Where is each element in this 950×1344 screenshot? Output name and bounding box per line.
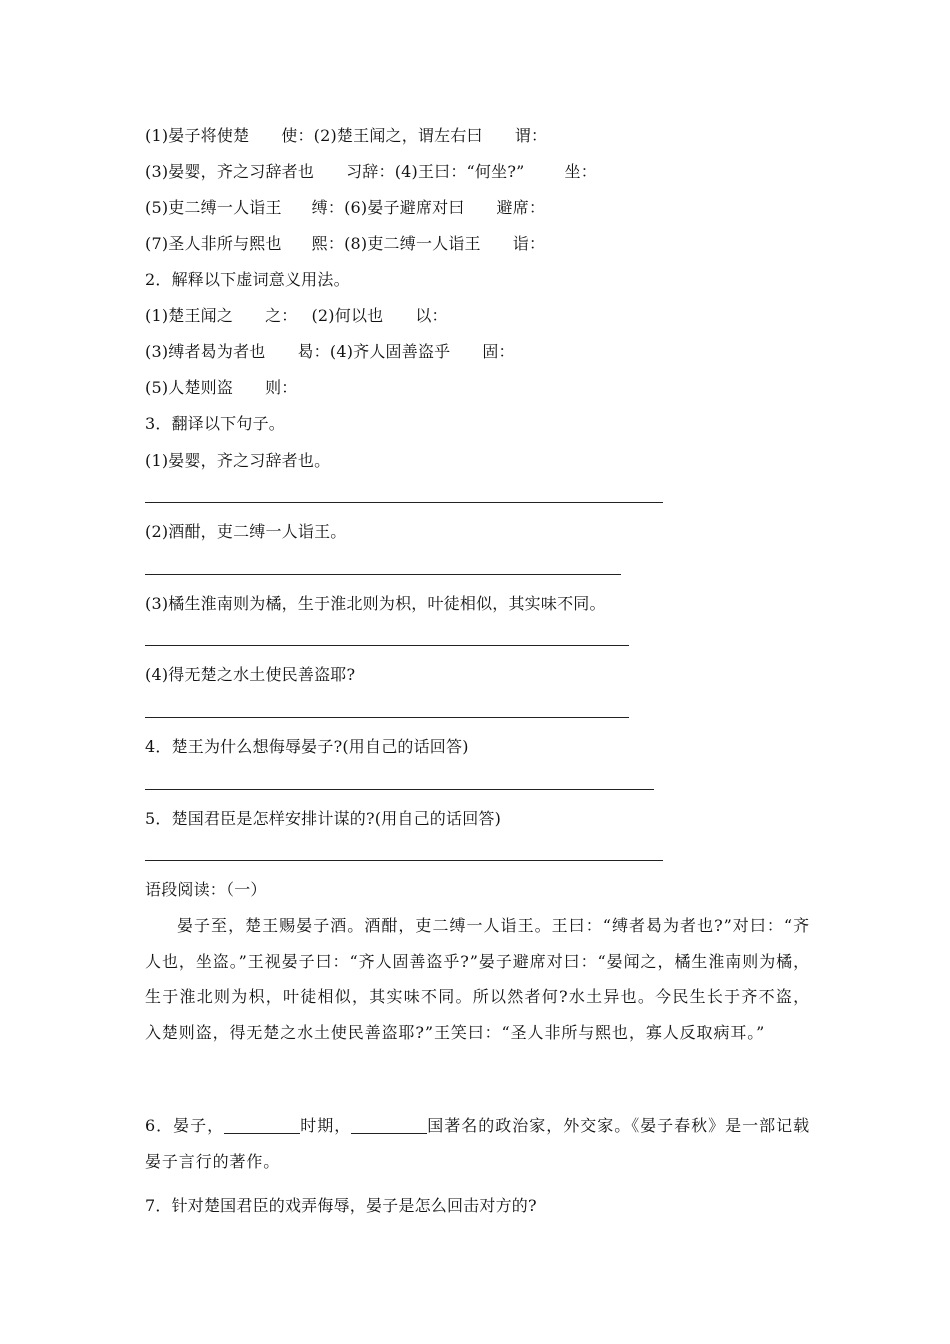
q1-item-8: (8)吏二缚一人诣王 [344,234,481,253]
q1-item-8-word: 诣： [512,234,546,253]
q2-row-3 [145,377,297,399]
q3-sentence-3: (3)橘生淮南则为橘，生于淮北则为枳，叶徒相似，其实味不同。 [145,594,606,613]
q6-question [145,1108,810,1179]
q1-item-7: (7)圣人非所与熙也 [145,234,282,253]
q7-question: 7．针对楚国君臣的戏弄侮辱，晏子是怎么回击对方的? [145,1196,537,1215]
q3-sentence-2: (2)酒酣，吏二缚一人诣王。 [145,522,347,541]
q6-part-2: 时期， [300,1116,352,1135]
q1-row-4 [145,233,545,255]
q2-item-1-word: 之： [265,306,298,325]
q6-part-3: 国著名的政治家，外交家。《晏子春秋》是一部记载晏子言行的著作。 [145,1116,811,1171]
answer-line-q4[interactable] [145,789,654,790]
answer-line-q3-1[interactable] [145,502,663,503]
q1-item-5-word: 缚： [311,198,345,217]
q2-heading: 2．解释以下虚词意义用法。 [145,270,350,289]
answer-line-q5[interactable] [145,860,663,861]
q1-item-6-word: 避席： [496,198,546,217]
q2-item-5-word: 则： [265,378,298,397]
q1-item-6: (6)晏子避席对曰 [344,198,465,217]
q1-item-4-word: 坐： [564,162,597,181]
q3-sentence-1: (1)晏婴，齐之习辞者也。 [145,451,331,470]
q2-item-4: (4)齐人固善盗乎 [329,342,451,361]
q5-question: 5．楚国君臣是怎样安排计谋的?(用自己的话回答) [145,809,502,828]
reading-passage: 晏子至，楚王赐晏子酒。酒酣，吏二缚一人诣王。王曰：“缚者曷为者也?”对曰：“齐人也，坐盗。”王视晏子曰：“齐人固善盗乎?”晏子避席对曰：“晏闻之，橘生淮南则为橘，生于淮北则为枳，叶徒相似，其实味不同。所以然者何?水土异也。今民生长于齐不盗，入楚则盗，得无楚之水土使民善盗耶?”王笑曰：“圣人非所与熙也，寡人反取病耳。” [145,916,810,1042]
answer-line-q3-3[interactable] [145,645,629,646]
q1-item-2-word: 谓： [514,126,548,145]
q2-item-3-word: 曷： [297,342,330,361]
q4-question: 4．楚王为什么想侮辱晏子?(用自己的话回答) [145,737,469,756]
q1-row-3 [145,197,545,219]
q3-heading: 3．翻译以下句子。 [145,414,285,433]
q6-blank-state[interactable] [351,1117,427,1134]
q6-part-1: 6．晏子， [145,1116,225,1135]
q1-item-1: (1)晏子将使楚 [145,126,250,145]
q1-item-2: (2)楚王闻之，谓左右曰 [313,126,483,145]
q2-item-2-word: 以： [415,306,448,325]
q2-item-3: (3)缚者曷为者也 [145,342,266,361]
q1-row-1 [145,125,547,147]
q1-item-3-word: 习辞： [346,162,395,181]
q1-item-1-word: 使： [281,126,314,145]
q1-item-3: (3)晏婴，齐之习辞者也 [145,162,315,181]
q2-row-2 [145,341,515,363]
reading-heading: 语段阅读：（一） [145,880,267,899]
q3-sentence-4: (4)得无楚之水土使民善盗耶? [145,665,356,684]
answer-line-q3-2[interactable] [145,574,621,575]
q2-row-1 [145,305,448,327]
q2-item-5: (5)人楚则盗 [145,378,234,397]
q1-item-4: (4)王曰：“何坐?” [394,162,525,181]
q2-item-2: (2)何以也 [311,306,384,325]
q1-row-2 [145,161,597,183]
q1-item-5: (5)吏二缚一人诣王 [145,198,282,217]
q6-blank-period[interactable] [224,1117,300,1134]
q1-item-7-word: 熙： [311,234,345,253]
q2-item-1: (1)楚王闻之 [145,306,234,325]
answer-line-q3-4[interactable] [145,717,629,718]
q2-item-4-word: 固： [482,342,515,361]
